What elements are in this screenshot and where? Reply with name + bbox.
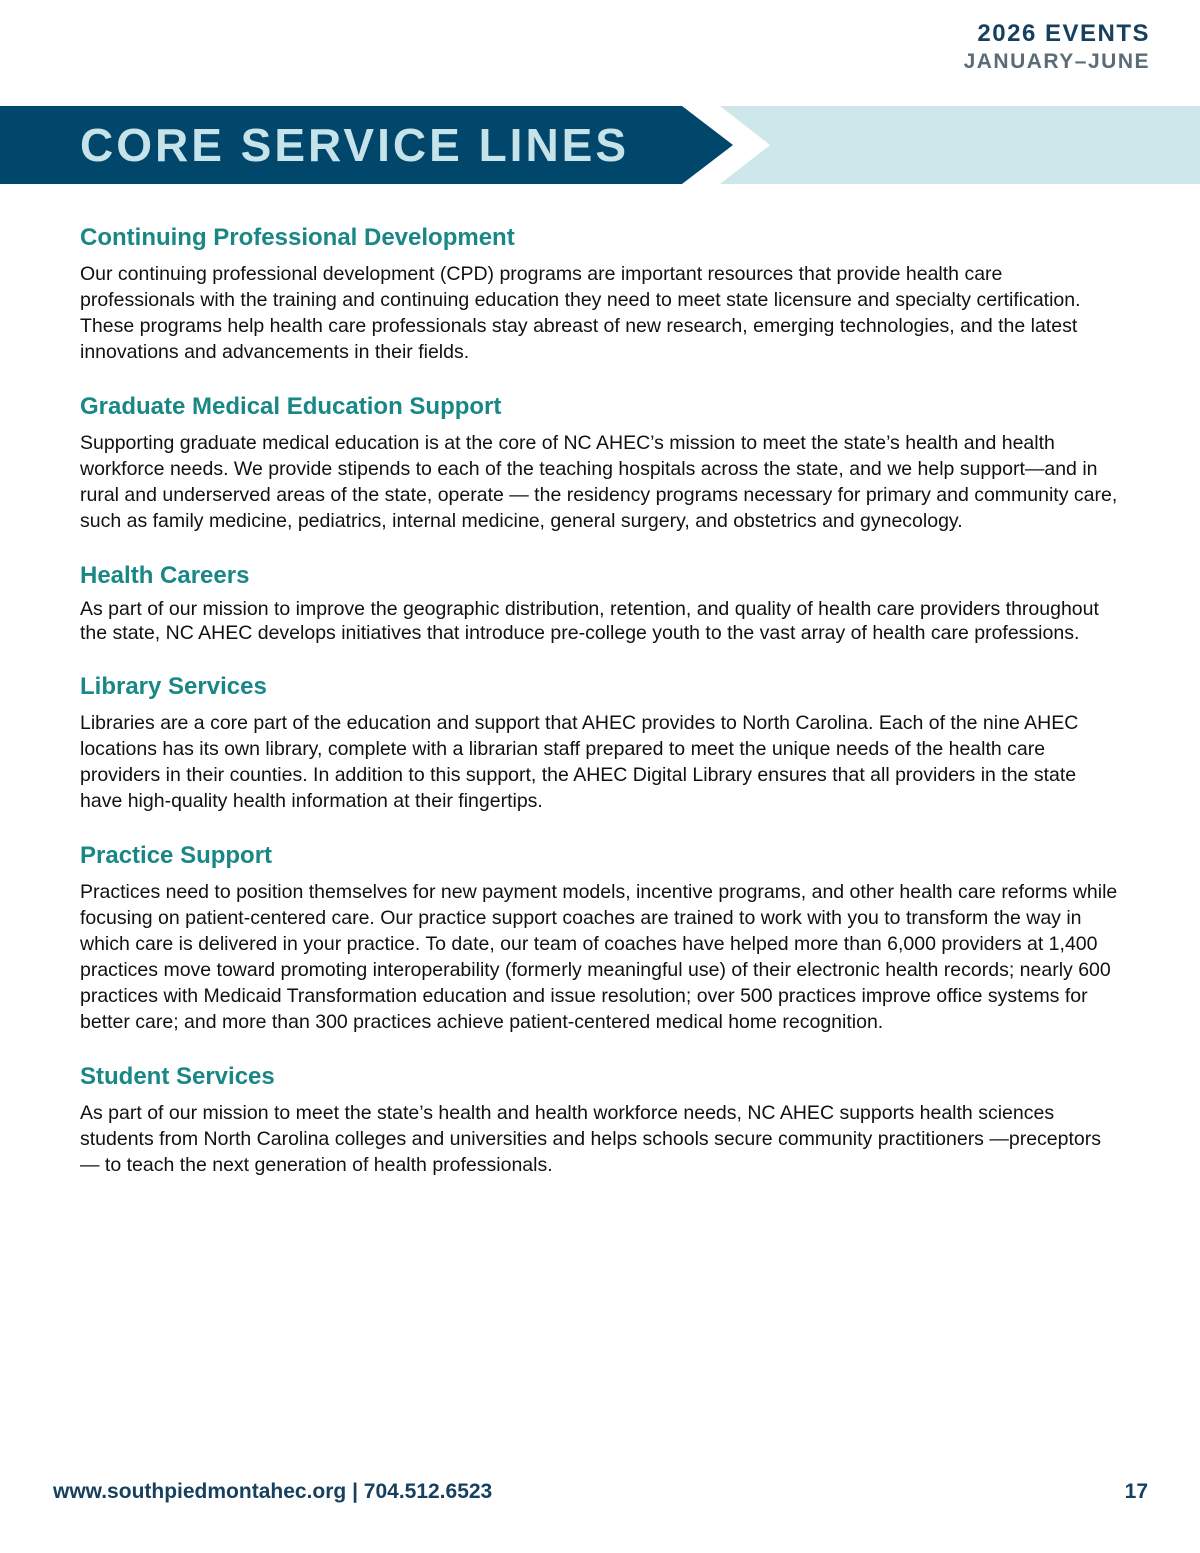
section-heading: Practice Support <box>80 842 273 870</box>
main-content <box>80 224 1120 1206</box>
section-library-services <box>80 673 1120 814</box>
footer-contact: www.southpiedmontahec.org | 704.512.6523 <box>53 1480 493 1503</box>
section-body: As part of our mission to improve the geographic distribution, retention, and quality of health care providers throughout the state, NC AHEC develops initiatives that introduce pre-college youth to the vast array of health care professions. <box>80 598 1099 644</box>
event-period-header <box>964 20 1150 74</box>
section-heading: Continuing Professional Development <box>80 224 515 251</box>
section-graduate-medical-education <box>80 393 1120 534</box>
section-practice-support <box>80 842 1120 1035</box>
section-heading: Graduate Medical Education Support <box>80 392 502 420</box>
section-heading: Health Careers <box>80 561 250 589</box>
section-body: Libraries are a core part of the education and support that AHEC provides to North Carolina. Each of the nine AHEC locations has its own library, complete with a librarian staff prepared to meet the unique needs of the health care providers in their counties. In addition to this support, the AHEC Digital Library ensures that all providers in the state have high-quality health information at their fingertips. <box>80 712 1079 813</box>
section-body: As part of our mission to meet the state’s health and health workforce needs, NC AHEC supports health sciences students from North Carolina colleges and universities and helps schools secure community practitioners —preceptors — to teach the next generation of health professionals. <box>80 1101 1101 1176</box>
section-body: Our continuing professional development (CPD) programs are important resources that provide health care professionals with the training and continuing education they need to meet state licensure and specialty certification. These programs help health care professionals stay abreast of new research, emerging technologies, and the latest innovations and advancements in their fields. <box>80 262 1081 363</box>
section-heading: Library Services <box>80 673 267 701</box>
section-body: Supporting graduate medical education is at the core of NC AHEC’s mission to meet the state’s health and health workforce needs. We provide stipends to each of the teaching hospitals across the state, and we help support—and in rural and underserved areas of the state, operate — the residency programs necessary for primary and community care, such as family medicine, pediatrics, internal medicine, general surgery, and obstetrics and gynecology. <box>80 431 1118 532</box>
banner-title: CORE SERVICE LINES <box>80 119 630 171</box>
events-year-label: 2026 EVENTS <box>977 20 1150 47</box>
section-banner <box>0 106 1200 184</box>
events-months-label: JANUARY–JUNE <box>963 49 1150 73</box>
section-continuing-professional-development <box>80 224 1120 365</box>
page-number: 17 <box>1124 1480 1148 1503</box>
section-health-careers <box>80 562 1120 646</box>
section-body: Practices need to position themselves for new payment models, incentive programs, and other health care reforms while focusing on patient-centered care. Our practice support coaches are trained to work with you to transform the way in which care is delivered in your practice. To date, our team of coaches have helped more than 6,000 providers at 1,400 practices move toward promoting interoperability (formerly meaningful use) of their electronic health records; nearly 600 practices with Medicaid Transformation education and issue resolution; over 500 practices improve office systems for better care; and more than 300 practices achieve patient-centered medical home recognition. <box>80 880 1118 1033</box>
section-heading: Student Services <box>80 1062 275 1090</box>
section-student-services <box>80 1063 1120 1178</box>
